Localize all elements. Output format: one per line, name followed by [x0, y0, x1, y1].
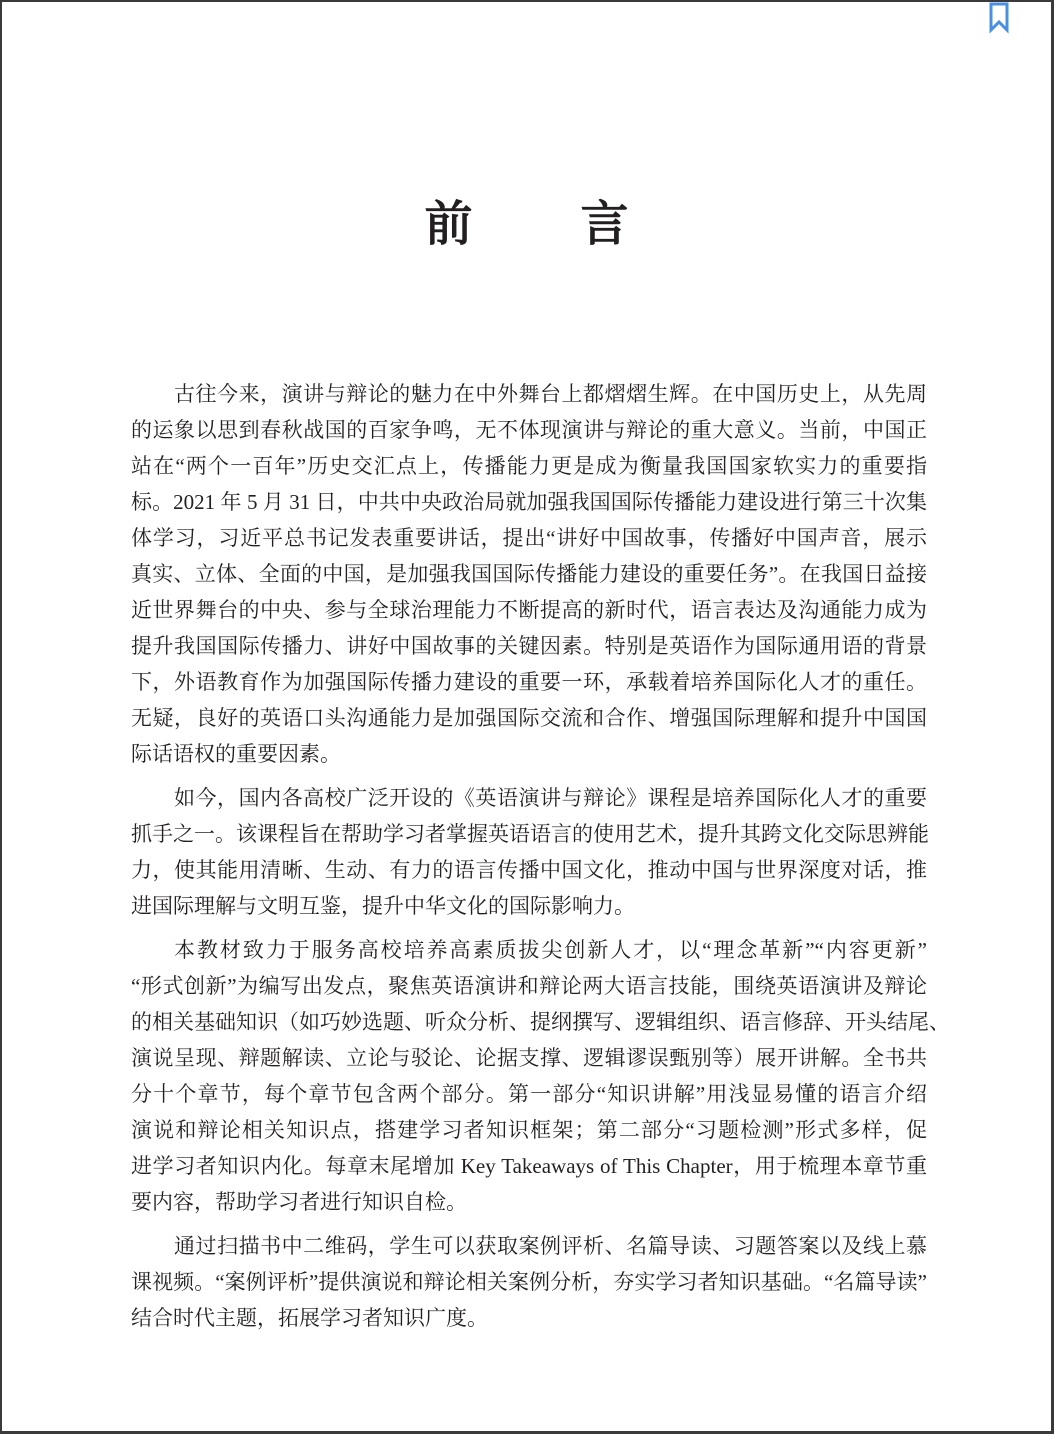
text-line: 进国际理解与文明互鉴，提升中华文化的国际影响力。	[131, 894, 635, 918]
text-line: 真实、立体、全面的中国，是加强我国国际传播能力建设的重要任务”。在我国日益接	[131, 562, 927, 586]
text-line: 古往今来，演讲与辩论的魅力在中外舞台上都熠熠生辉。在中国历史上，从先周	[174, 382, 927, 406]
paragraph	[131, 780, 931, 924]
text-line: 下，外语教育作为加强国际传播力建设的重要一环，承载着培养国际化人才的重任。	[131, 670, 927, 694]
text-line: 如今，国内各高校广泛开设的《英语演讲与辩论》课程是培养国际化人才的重要	[174, 786, 927, 810]
text-line: 演说呈现、辩题解读、立论与驳论、论据支撑、逻辑谬误甄别等）展开讲解。全书共	[131, 1046, 927, 1070]
text-line: 近世界舞台的中央、参与全球治理能力不断提高的新时代，语言表达及沟通能力成为	[131, 598, 927, 622]
page-title	[2, 192, 1051, 256]
text-line: 抓手之一。该课程旨在帮助学习者掌握英语语言的使用艺术，提升其跨文化交际思辨能	[131, 822, 929, 846]
text-line: 站在“两个一百年”历史交汇点上，传播能力更是成为衡量我国国家软实力的重要指	[131, 454, 927, 478]
preface-body	[131, 376, 950, 1344]
text-line: “形式创新”为编写出发点，聚焦英语演讲和辩论两大语言技能，围绕英语演讲及辩论	[131, 974, 927, 998]
text-line: 本教材致力于服务高校培养高素质拔尖创新人才，以“理念革新”“内容更新”	[174, 938, 927, 962]
text-line: 体学习，习近平总书记发表重要讲话，提出“讲好中国故事，传播好中国声音，展示	[131, 526, 927, 550]
text-line: 要内容，帮助学习者进行知识自检。	[131, 1190, 467, 1214]
text-line: 通过扫描书中二维码，学生可以获取案例评析、名篇导读、习题答案以及线上慕	[174, 1234, 927, 1258]
text-line: 际话语权的重要因素。	[131, 742, 341, 766]
paragraph	[131, 1228, 931, 1336]
bookmark-icon[interactable]	[987, 2, 1011, 34]
text-line: 课视频。“案例评析”提供演说和辩论相关案例分析，夯实学习者知识基础。“名篇导读”	[131, 1270, 927, 1294]
text-line: 提升我国国际传播力、讲好中国故事的关键因素。特别是英语作为国际通用语的背景	[131, 634, 927, 658]
text-line: 的运象以思到春秋战国的百家争鸣，无不体现演讲与辩论的重大意义。当前，中国正	[131, 418, 927, 442]
text-line: 标。2021 年 5 月 31 日，中共中央政治局就加强我国国际传播能力建设进行第三十次集	[131, 490, 927, 514]
text-line: 分十个章节，每个章节包含两个部分。第一部分“知识讲解”用浅显易懂的语言介绍	[131, 1082, 927, 1106]
text-line: 无疑，良好的英语口头沟通能力是加强国际交流和合作、增强国际理解和提升中国国	[131, 706, 927, 730]
text-line: 演说和辩论相关知识点，搭建学习者知识框架；第二部分“习题检测”形式多样，促	[131, 1118, 927, 1142]
text-line: 的相关基础知识（如巧妙选题、听众分析、提纲撰写、逻辑组织、语言修辞、开头结尾、	[131, 1010, 950, 1034]
document-page	[2, 2, 1051, 1431]
text-line: 进学习者知识内化。每章末尾增加 Key Takeaways of This Chapter，用于梳理本章节重	[131, 1154, 927, 1178]
text-line: 力，使其能用清晰、生动、有力的语言传播中国文化，推动中国与世界深度对话，推	[131, 858, 927, 882]
paragraph	[131, 376, 931, 772]
title-char-2: 言	[580, 196, 629, 252]
title-char-1: 前	[424, 196, 473, 252]
paragraph	[131, 932, 950, 1220]
text-line: 结合时代主题，拓展学习者知识广度。	[131, 1306, 488, 1330]
